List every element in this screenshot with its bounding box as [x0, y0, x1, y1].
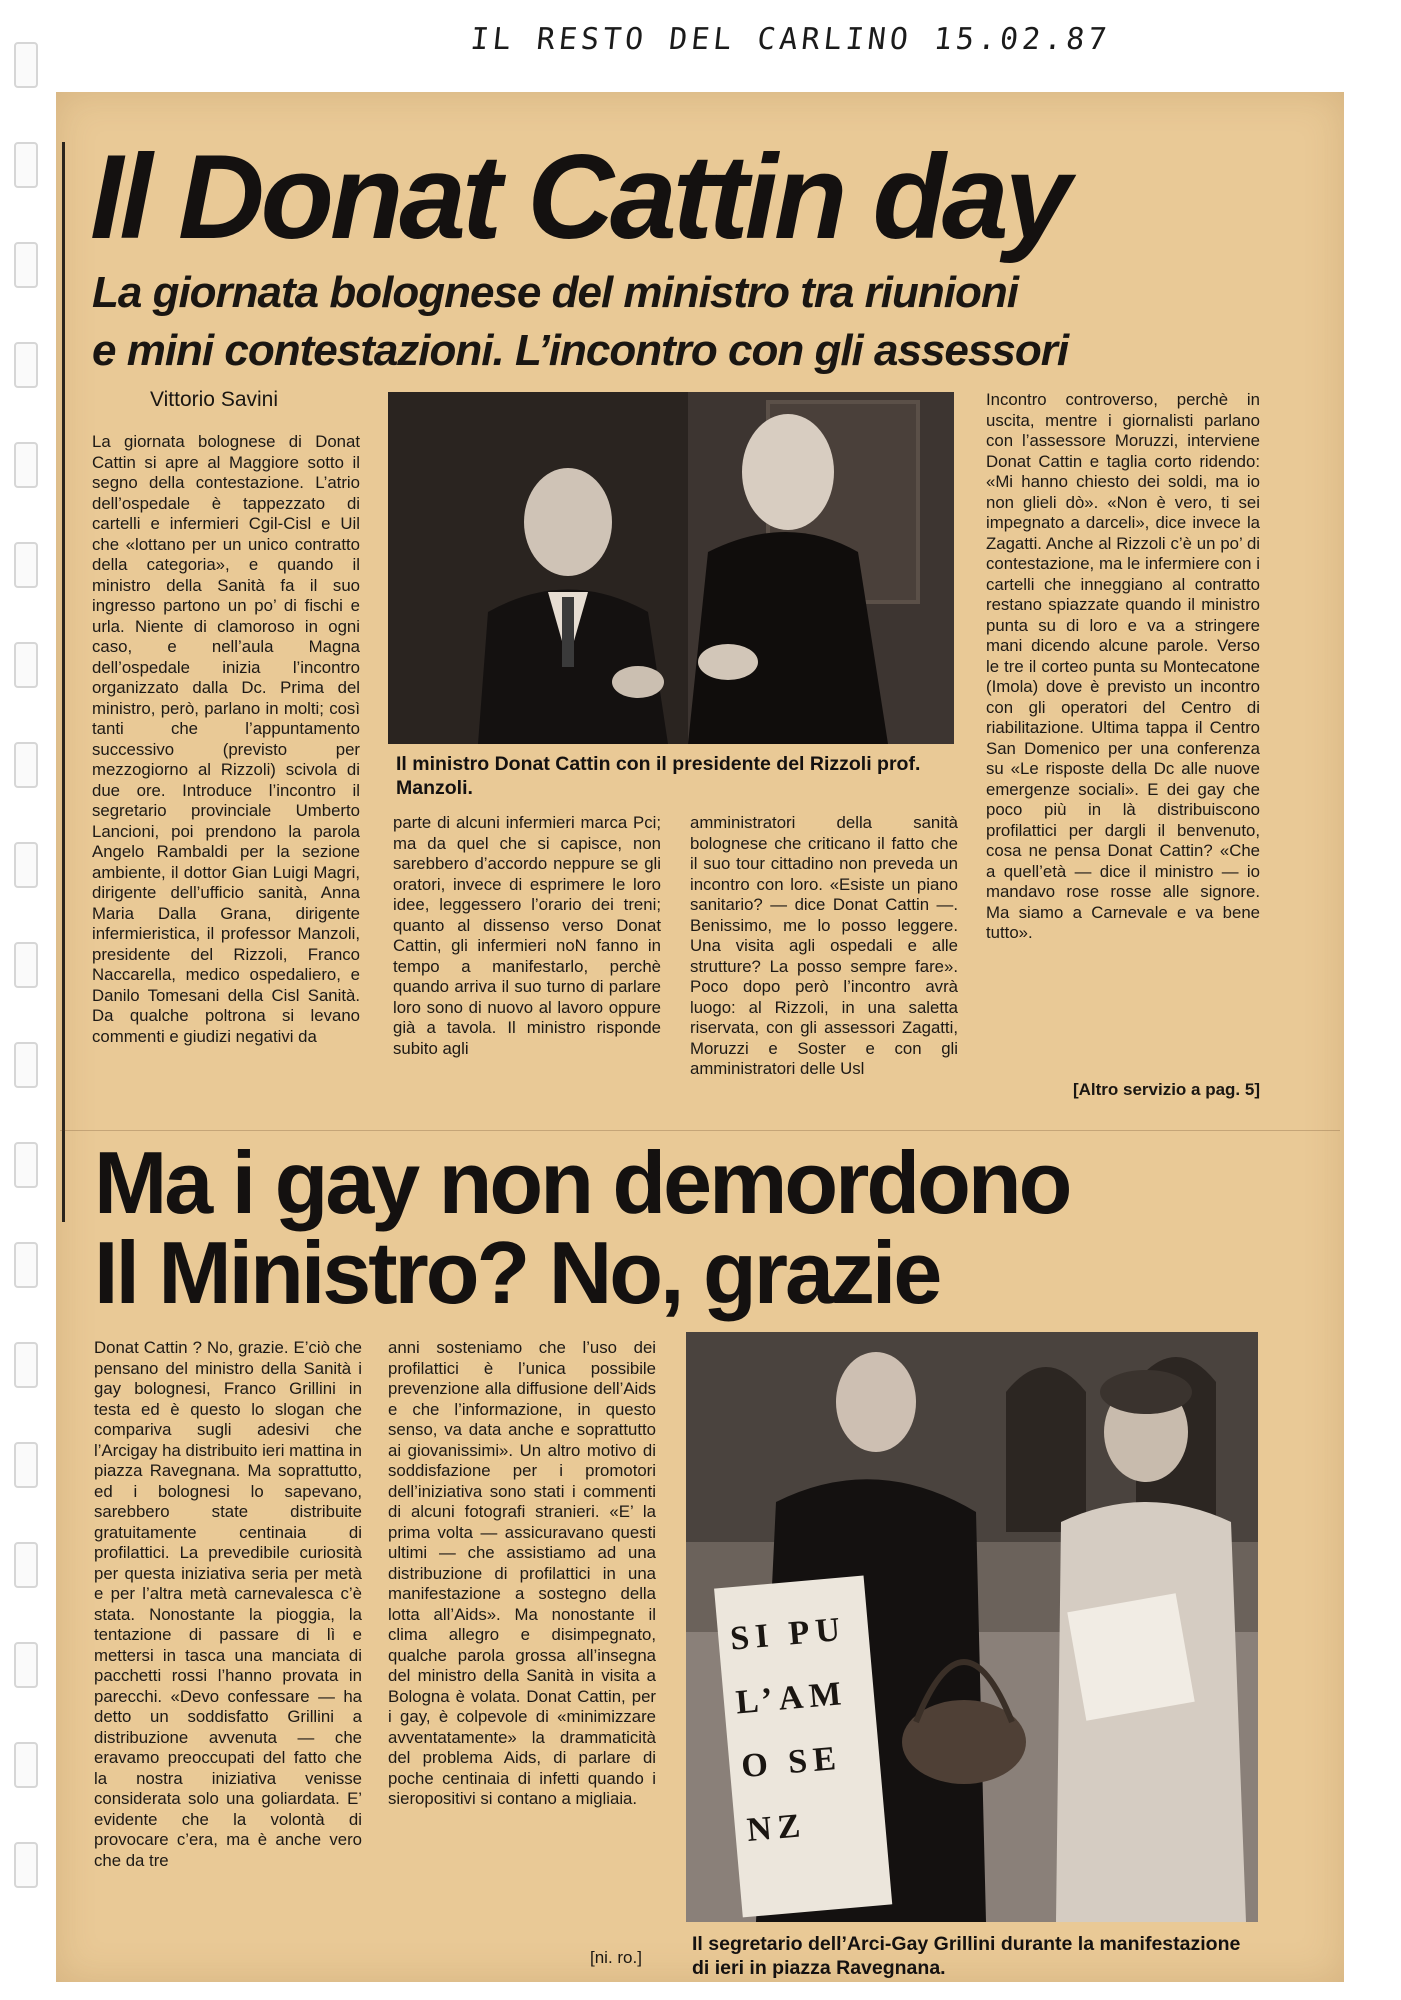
- handwritten-source-date: IL RESTO DEL CARLINO 15.02.87: [468, 22, 1113, 57]
- placard: SI PU L’AMO SENZ: [728, 1610, 849, 1849]
- binder-hole: [14, 1142, 38, 1188]
- binder-hole: [14, 1742, 38, 1788]
- binder-hole: [14, 842, 38, 888]
- binder-holes: [8, 30, 38, 1990]
- article1-column-1: [92, 432, 360, 1102]
- binder-hole: [14, 42, 38, 88]
- article2-headline: [94, 1133, 1274, 1322]
- binder-hole: [14, 342, 38, 388]
- article1-deck: [92, 264, 1242, 382]
- article1-column-3: [690, 813, 958, 1103]
- binder-hole: [14, 242, 38, 288]
- body-text: amministratori della sanità bolognese che criticano il fatto che il suo tour cittadino non preveda un incontro con loro. «Esiste un piano sanitario? — dice Donat Cattin —. Benissimo, me lo posso leggere. Una visita agli ospedali e alle strutture? La posso sempre fare». Poco dopo però l’incontro avrà luogo: al Rizzoli, in una saletta riservata, con gli assessori Zagatti, Moruzzi e Soster e con gli amministratori delle Usl: [690, 813, 958, 1078]
- article2-column-1: [94, 1338, 362, 1986]
- body-text: parte di alcuni infermieri marca Pci; ma da quel che si capisce, non sarebbero d’accordo neppure se gli oratori, invece di esprimere le loro idee, leggessero l’orario dei treni; quanto al dissenso verso Donat Cattin, gli infermieri noN fanno in tempo a manifestarlo, perchè quando arriva il suo turno di parlare loro sono di nuovo al lavoro oppure già a tavola. Il ministro risponde subito agli: [393, 813, 661, 1058]
- deck-line: La giornata bolognese del ministro tra riunioni: [92, 268, 1018, 317]
- binder-hole: [14, 1542, 38, 1588]
- byline: Vittorio Savini: [150, 388, 279, 411]
- article1-headline: Il Donat Cattin day: [90, 130, 1068, 264]
- binder-hole: [14, 442, 38, 488]
- headline-line: Il Ministro? No, grazie: [94, 1223, 940, 1322]
- article1-photo: [388, 392, 954, 744]
- binder-hole: [14, 1842, 38, 1888]
- body-text: anni sosteniamo che l’uso dei profilattici è l’unica possibile prevenzione alla diffusione dell’Aids e che l’informazione, in questo senso, va data anche e soprattutto ai giovanissimi». Un altro motivo di soddisfazione per i promotori dell’iniziativa sono stati i commenti di alcuni fotografi stranieri. «E’ la prima volta — assicuravano questi ultimi — che assistiamo ad una distribuzione di profilattici in una manifestazione a sostegno della lotta all’Aids». Ma nonostante il clima allegro e disimpegnato, qualche parola grossa all’insegna del ministro della Sanità in visita a Bologna è volata. Donat Cattin, per i gay, è colpevole di «minimizzare avventatamente» la drammaticità del problema Aids, di parlare di poche centinaia di infetti quando i sieropositivi si contano a migliaia.: [388, 1338, 656, 1808]
- binder-hole: [14, 742, 38, 788]
- binder-hole: [14, 1442, 38, 1488]
- deck-line: e mini contestazioni. L’incontro con gli assessori: [92, 326, 1069, 375]
- column-rule: [62, 142, 65, 1222]
- photo-illustration: [388, 392, 954, 744]
- article1-column-2: [393, 813, 661, 1103]
- binder-hole: [14, 142, 38, 188]
- binder-hole: [14, 642, 38, 688]
- article2-photo: [686, 1332, 1258, 1922]
- article1-column-4: [986, 390, 1260, 1078]
- article2-column-2: [388, 1338, 656, 1942]
- article1-photo-caption: Il ministro Donat Cattin con il presidente del Rizzoli prof. Manzoli.: [396, 753, 921, 799]
- binder-hole: [14, 1042, 38, 1088]
- binder-hole: [14, 542, 38, 588]
- article2-photo-caption: Il segretario dell’Arci-Gay Grillini durante la manifestazione di ieri in piazza Ravegnana.: [692, 1933, 1241, 1979]
- body-text: La giornata bolognese di Donat Cattin si apre al Maggiore sotto il segno della contestazione. L’atrio dell’ospedale è tappezzato di cartelli e infermieri Cgil-Cisl e Uil che «lottano per un unico contratto della categoria», e quando il ministro della Sanità fa il suo ingresso partono un po’ di fischi e urla. Niente di clamoroso in ogni caso, e nell’aula Magna dell’ospedale inizia l’incontro organizzato dalla Dc. Prima del ministro, però, parlano in molti; così tanti che l’appuntamento successivo (previsto per mezzogiorno al Rizzoli) scivola di due ore. Introduce l’incontro il segretario provinciale Umberto Lancioni, poi prendono la parola Angelo Rambaldi per la sezione ambiente, il dottor Gian Luigi Magri, dirigente dell’ufficio sanità, Anna Maria Dalla Grana, dirigente infermieristica, il professor Manzoli, presidente del Rizzoli, Franco Naccarella, medico ospedaliero, e Danilo Tomesani della Cisl Sanità. Da qualche poltrona si levano commenti e giudizi negativi da: [92, 432, 360, 1046]
- body-text: Donat Cattin ? No, grazie. E’ciò che pensano del ministro della Sanità i gay bolognesi, Franco Grillini in testa ed è questo lo slogan che compariva sugli adesivi che l’Arcigay ha distribuito ieri mattina in piazza Ravegnana. Ma soprattutto, ed i bolognesi lo sapevano, sarebbero state distribuite gratuitamente centinaia di profilattici. La prevedibile curiosità per questa iniziativa seria per metà e per l’altra metà carnevalesca c’è stata. Nonostante la pioggia, la tentazione di passare di lì e mettersi in tasca una manciata di pacchetti rossi l’hanno provata in parecchi. «Devo confessare — ha detto un soddisfatto Grillini a distribuzione avvenuta — che eravamo preoccupati del fatto che la nostra iniziativa venisse considerata solo una goliardata. E’ evidente che la volontà di provocare c’era, ma è anche vero che da tre: [94, 1338, 362, 1870]
- article2-signoff: [ni. ro.]: [590, 1948, 642, 1967]
- fold-line: [60, 1130, 1340, 1131]
- binder-hole: [14, 1342, 38, 1388]
- binder-hole: [14, 1242, 38, 1288]
- continued-reference: [Altro servizio a pag. 5]: [1072, 1080, 1260, 1099]
- headline-line: Ma i gay non demordono: [94, 1133, 1070, 1232]
- binder-hole: [14, 1642, 38, 1688]
- body-text: Incontro controverso, perchè in uscita, mentre i giornalisti parlano con l’assessore Moruzzi, interviene Donat Cattin e taglia corto ridendo: «Mi hanno chiesto dei soldi, ma io non glieli dò». «Non è vero, ti sei impegnato a darceli», dice invece la Zagatti. Anche al Rizzoli c’è un po’ di contestazione, ma le infermiere con i cartelli che inneggiano al contratto restano spiazzate quando il ministro punta su di loro e va a stringere mani dicendo alcune parole. Verso le tre il corteo punta su Montecatone (Imola) dove è previsto un incontro con gli operatori del Centro di riabilitazione. Ultima tappa il Centro San Domenico per una conferenza su «Le risposte della Dc alle nuove emergenze sociali». E dei gay che poco più in là distribuiscono profilattici per dargli il benvenuto, cosa ne pensa Donat Cattin? «Che a quell’età — dice il ministro — io mandavo rose rosse alle signore. Ma siamo a Carnevale e va bene tutto».: [986, 390, 1260, 942]
- binder-hole: [14, 942, 38, 988]
